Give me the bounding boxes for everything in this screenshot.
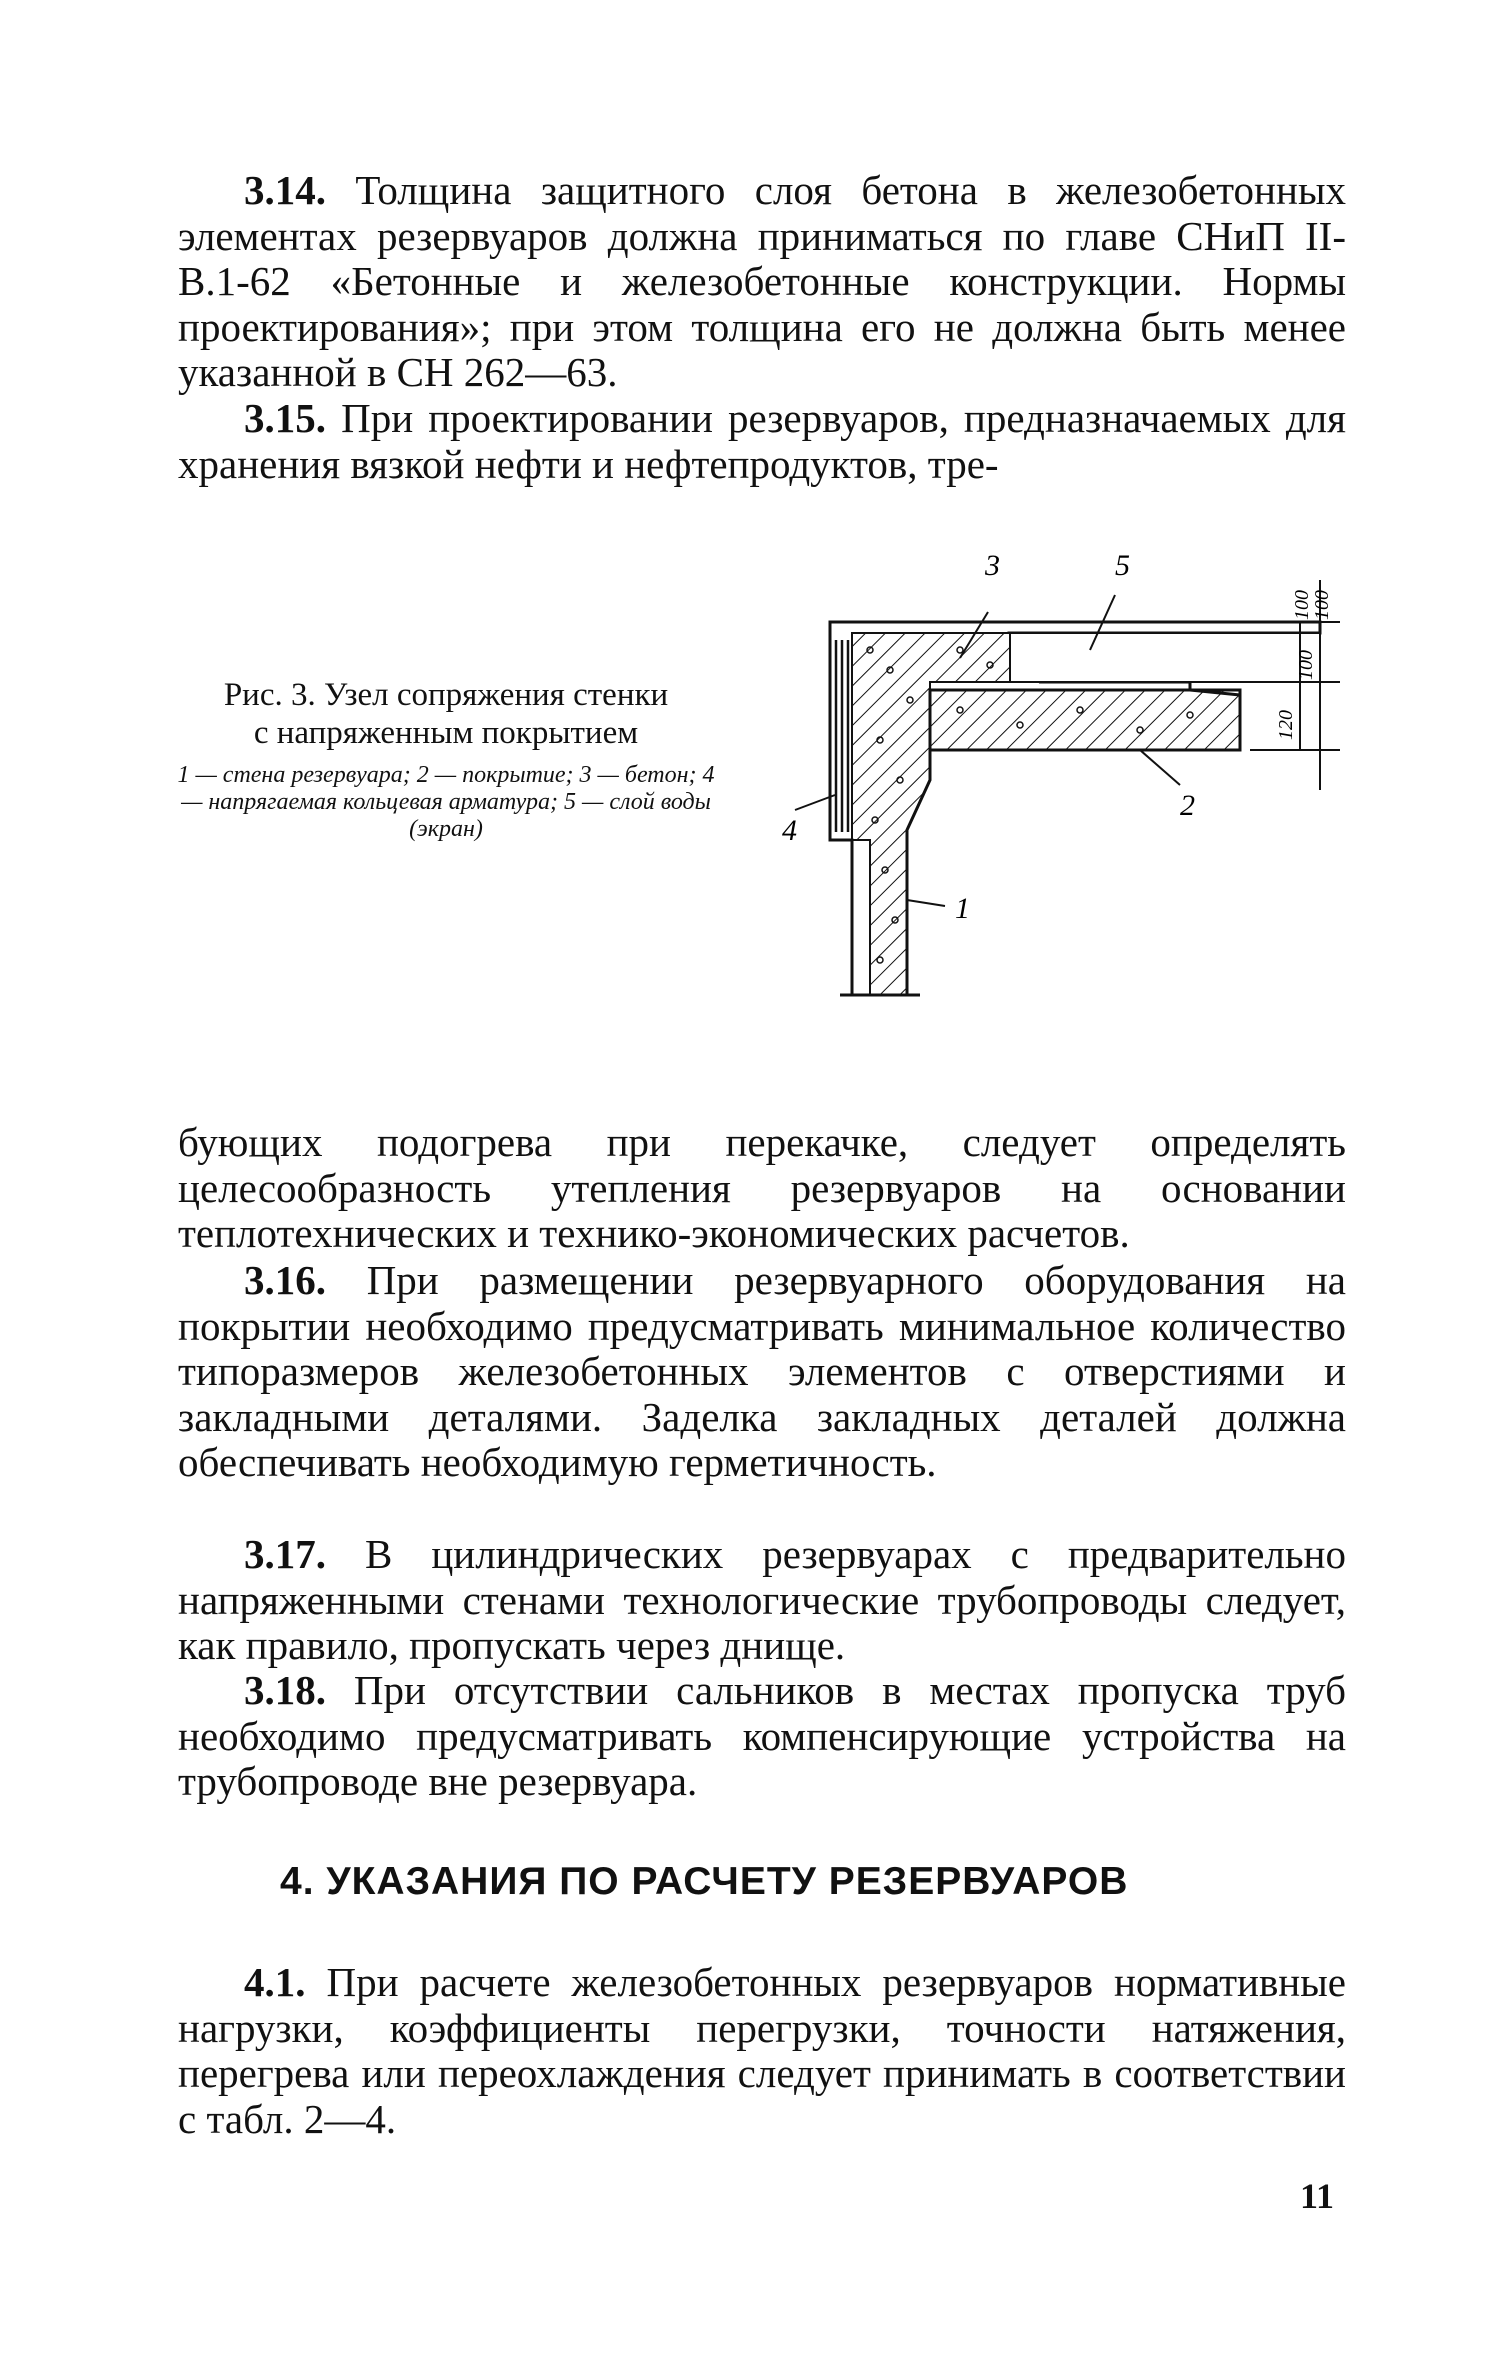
label-5: 5 bbox=[1115, 549, 1130, 582]
figure-title-line-1: Рис. 3. Узел сопряжения стенки bbox=[223, 677, 669, 713]
paragraph-3-16 bbox=[178, 1258, 1346, 1486]
paragraph-text: Толщина защитного слоя бетона в железобетонных элементах резервуаров должна приниматься по главе СНиП II-В.1-62 «Бетонные и железобетонные конструкции. Нормы проектирования»; при этом толщина его не должна быть менее указанной в СН 262—63. bbox=[178, 167, 1346, 395]
paragraph-text: При расчете железобетонных резервуаров нормативные нагрузки, коэффициенты перегрузки, точности натяжения, перегрева или переохлаждения следует принимать в соответствии с табл. 2—4. bbox=[178, 1959, 1346, 2142]
paragraph-text: При размещении резервуарного оборудования на покрытии необходимо предусматривать минимальное количество типоразмеров железобетонных элементов с отверстиями и закладными деталями. Заделка закладных деталей должна обеспечивать необходимую герметичность. bbox=[178, 1257, 1346, 1485]
paragraph-text: При отсутствии сальников в местах пропуска труб необходимо предусматривать компенсирующие устройства на трубопроводе вне резервуара. bbox=[178, 1667, 1346, 1804]
paragraph-text: При проектировании резервуаров, предназначаемых для хранения вязкой нефти и нефтепродуктов, тре- bbox=[178, 395, 1346, 487]
label-1: 1 bbox=[955, 892, 970, 925]
dim-120: 120 bbox=[1275, 710, 1297, 740]
paragraph-number: 4.1. bbox=[244, 1959, 306, 2005]
page-number: 11 bbox=[1300, 2176, 1335, 2216]
ring-reinforcement bbox=[836, 640, 848, 832]
paragraph-number: 3.17. bbox=[244, 1531, 326, 1577]
label-2: 2 bbox=[1180, 789, 1195, 822]
paragraph-number: 3.14. bbox=[244, 167, 326, 213]
label-3: 3 bbox=[985, 549, 1000, 582]
dim-100-outer: 100 bbox=[1311, 590, 1333, 620]
water-layer bbox=[1010, 633, 1320, 682]
paragraph-3-15-continuation bbox=[178, 1120, 1346, 1257]
paragraph-number: 3.15. bbox=[244, 395, 326, 441]
paragraph-number: 3.18. bbox=[244, 1667, 326, 1713]
paragraph-3-17 bbox=[178, 1532, 1346, 1669]
figure-caption bbox=[176, 676, 716, 843]
section-heading: 4. УКАЗАНИЯ ПО РАСЧЕТУ РЕЗЕРВУАРОВ bbox=[280, 1860, 1129, 1903]
dim-100-top: 100 bbox=[1291, 590, 1313, 620]
paragraph-text: В цилиндрических резервуарах с предварительно напряженными стенами технологические трубопроводы следует, как правило, пропускать через днище. bbox=[178, 1531, 1346, 1668]
paragraph-text: бующих подогрева при перекачке, следует определять целесообразность утепления резервуаров на основании теплотехнических и технико-экономических расчетов. bbox=[178, 1119, 1346, 1256]
concrete-body bbox=[852, 633, 1040, 995]
label-4: 4 bbox=[782, 814, 797, 847]
wall-cover-joint-figure bbox=[760, 540, 1350, 1010]
paragraph-3-14 bbox=[178, 168, 1346, 396]
paragraph-3-18 bbox=[178, 1668, 1346, 1805]
figure-title-line-2: с напряженным покрытием bbox=[253, 715, 639, 751]
paragraph-4-1 bbox=[178, 1960, 1346, 2142]
cover-slab bbox=[930, 690, 1240, 750]
figure-legend: 1 — стена резервуара; 2 — покрытие; 3 — бетон; 4 — напрягаемая кольцевая арматура; 5 — слой воды (экран) bbox=[177, 762, 715, 842]
paragraph-3-15 bbox=[178, 396, 1346, 487]
paragraph-number: 3.16. bbox=[244, 1257, 326, 1303]
dim-100-mid: 100 bbox=[1295, 650, 1317, 680]
